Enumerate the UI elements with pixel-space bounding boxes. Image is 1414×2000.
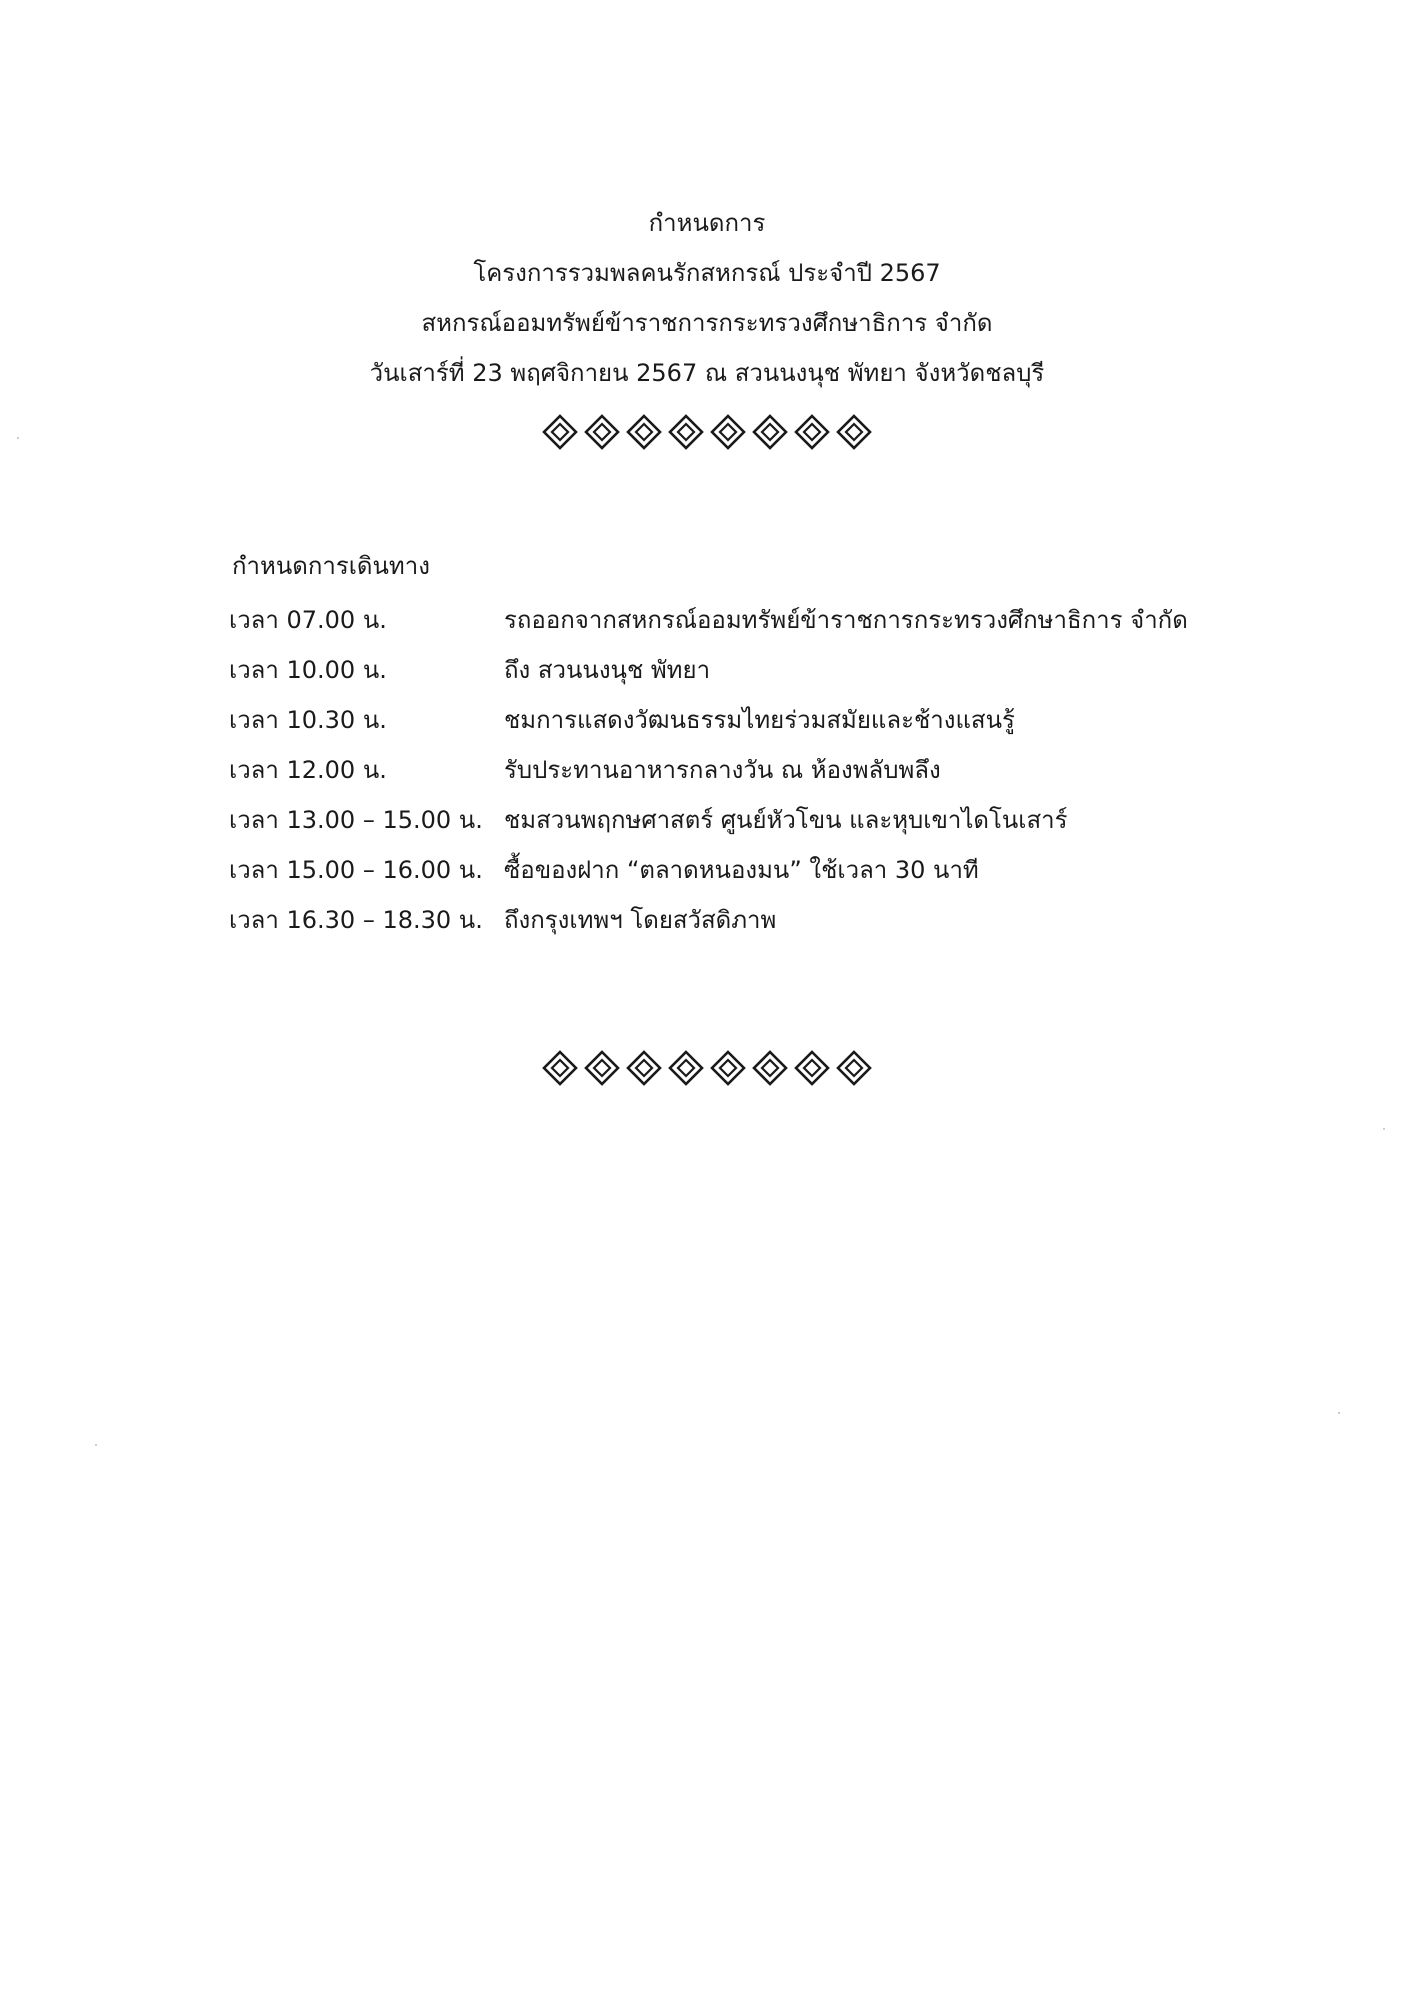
schedule-row xyxy=(229,744,1229,794)
diamond-ornament-icon xyxy=(710,1050,746,1086)
schedule-activity: ชมสวนพฤกษศาสตร์ ศูนย์หัวโขน และหุบเขาไดโนเสาร์ xyxy=(504,805,1068,834)
header-title: กำหนดการ xyxy=(648,209,766,237)
schedule-activity: ถึง สวนนงนุช พัทยา xyxy=(504,655,711,684)
scan-speck xyxy=(1383,1128,1385,1130)
header-organization: สหกรณ์ออมทรัพย์ข้าราชการกระทรวงศึกษาธิการ จำกัด xyxy=(421,309,993,337)
schedule-row xyxy=(229,644,1229,694)
diamond-ornament-icon xyxy=(752,414,788,450)
schedule-activity: ชมการแสดงวัฒนธรรมไทยร่วมสมัยและช้างแสนรู้ xyxy=(504,705,1015,734)
diamond-ornament-icon xyxy=(836,1050,872,1086)
schedule-time: เวลา 10.00 น. xyxy=(229,655,387,684)
scan-speck xyxy=(17,437,19,439)
diamond-ornament-icon xyxy=(836,414,872,450)
diamond-ornament-icon xyxy=(794,1050,830,1086)
schedule-time: เวลา 13.00 – 15.00 น. xyxy=(229,805,483,834)
schedule-row xyxy=(229,694,1229,744)
scan-speck xyxy=(1338,1412,1340,1414)
schedule-time: เวลา 16.30 – 18.30 น. xyxy=(229,905,483,934)
diamond-ornament-icon xyxy=(752,1050,788,1086)
schedule-row xyxy=(229,894,1229,944)
diamond-ornament-icon xyxy=(626,1050,662,1086)
header-date-location: วันเสาร์ที่ 23 พฤศจิกายน 2567 ณ สวนนงนุช พัทยา จังหวัดชลบุรี xyxy=(369,359,1045,387)
itinerary-title: กำหนดการเดินทาง xyxy=(232,552,430,580)
schedule-row xyxy=(229,844,1229,894)
schedule-activity: รับประทานอาหารกลางวัน ณ ห้องพลับพลึง xyxy=(504,755,941,784)
diamond-ornament-icon xyxy=(542,414,578,450)
diamond-ornament-icon xyxy=(584,414,620,450)
diamond-ornament-icon xyxy=(710,414,746,450)
schedule-time: เวลา 12.00 น. xyxy=(229,755,387,784)
schedule-time: เวลา 15.00 – 16.00 น. xyxy=(229,855,483,884)
schedule-row xyxy=(229,794,1229,844)
header-project-name: โครงการรวมพลคนรักสหกรณ์ ประจำปี 2567 xyxy=(473,259,941,287)
diamond-ornament-icon xyxy=(584,1050,620,1086)
diamond-ornament-icon xyxy=(542,1050,578,1086)
ornament-divider-bottom xyxy=(0,1050,1414,1086)
document-header xyxy=(0,198,1414,398)
schedule-activity: ถึงกรุงเทพฯ โดยสวัสดิภาพ xyxy=(504,905,777,934)
diamond-ornament-icon xyxy=(668,414,704,450)
schedule-row xyxy=(229,594,1229,644)
diamond-ornament-icon xyxy=(794,414,830,450)
schedule-activity: รถออกจากสหกรณ์ออมทรัพย์ข้าราชการกระทรวงศึกษาธิการ จำกัด xyxy=(504,605,1188,634)
ornament-divider-top xyxy=(0,414,1414,450)
schedule-time: เวลา 10.30 น. xyxy=(229,705,387,734)
diamond-ornament-icon xyxy=(668,1050,704,1086)
schedule-time: เวลา 07.00 น. xyxy=(229,605,387,634)
itinerary-schedule xyxy=(229,594,1229,944)
scan-speck xyxy=(95,1444,97,1446)
diamond-ornament-icon xyxy=(626,414,662,450)
schedule-activity: ซื้อของฝาก “ตลาดหนองมน” ใช้เวลา 30 นาที xyxy=(504,855,979,884)
